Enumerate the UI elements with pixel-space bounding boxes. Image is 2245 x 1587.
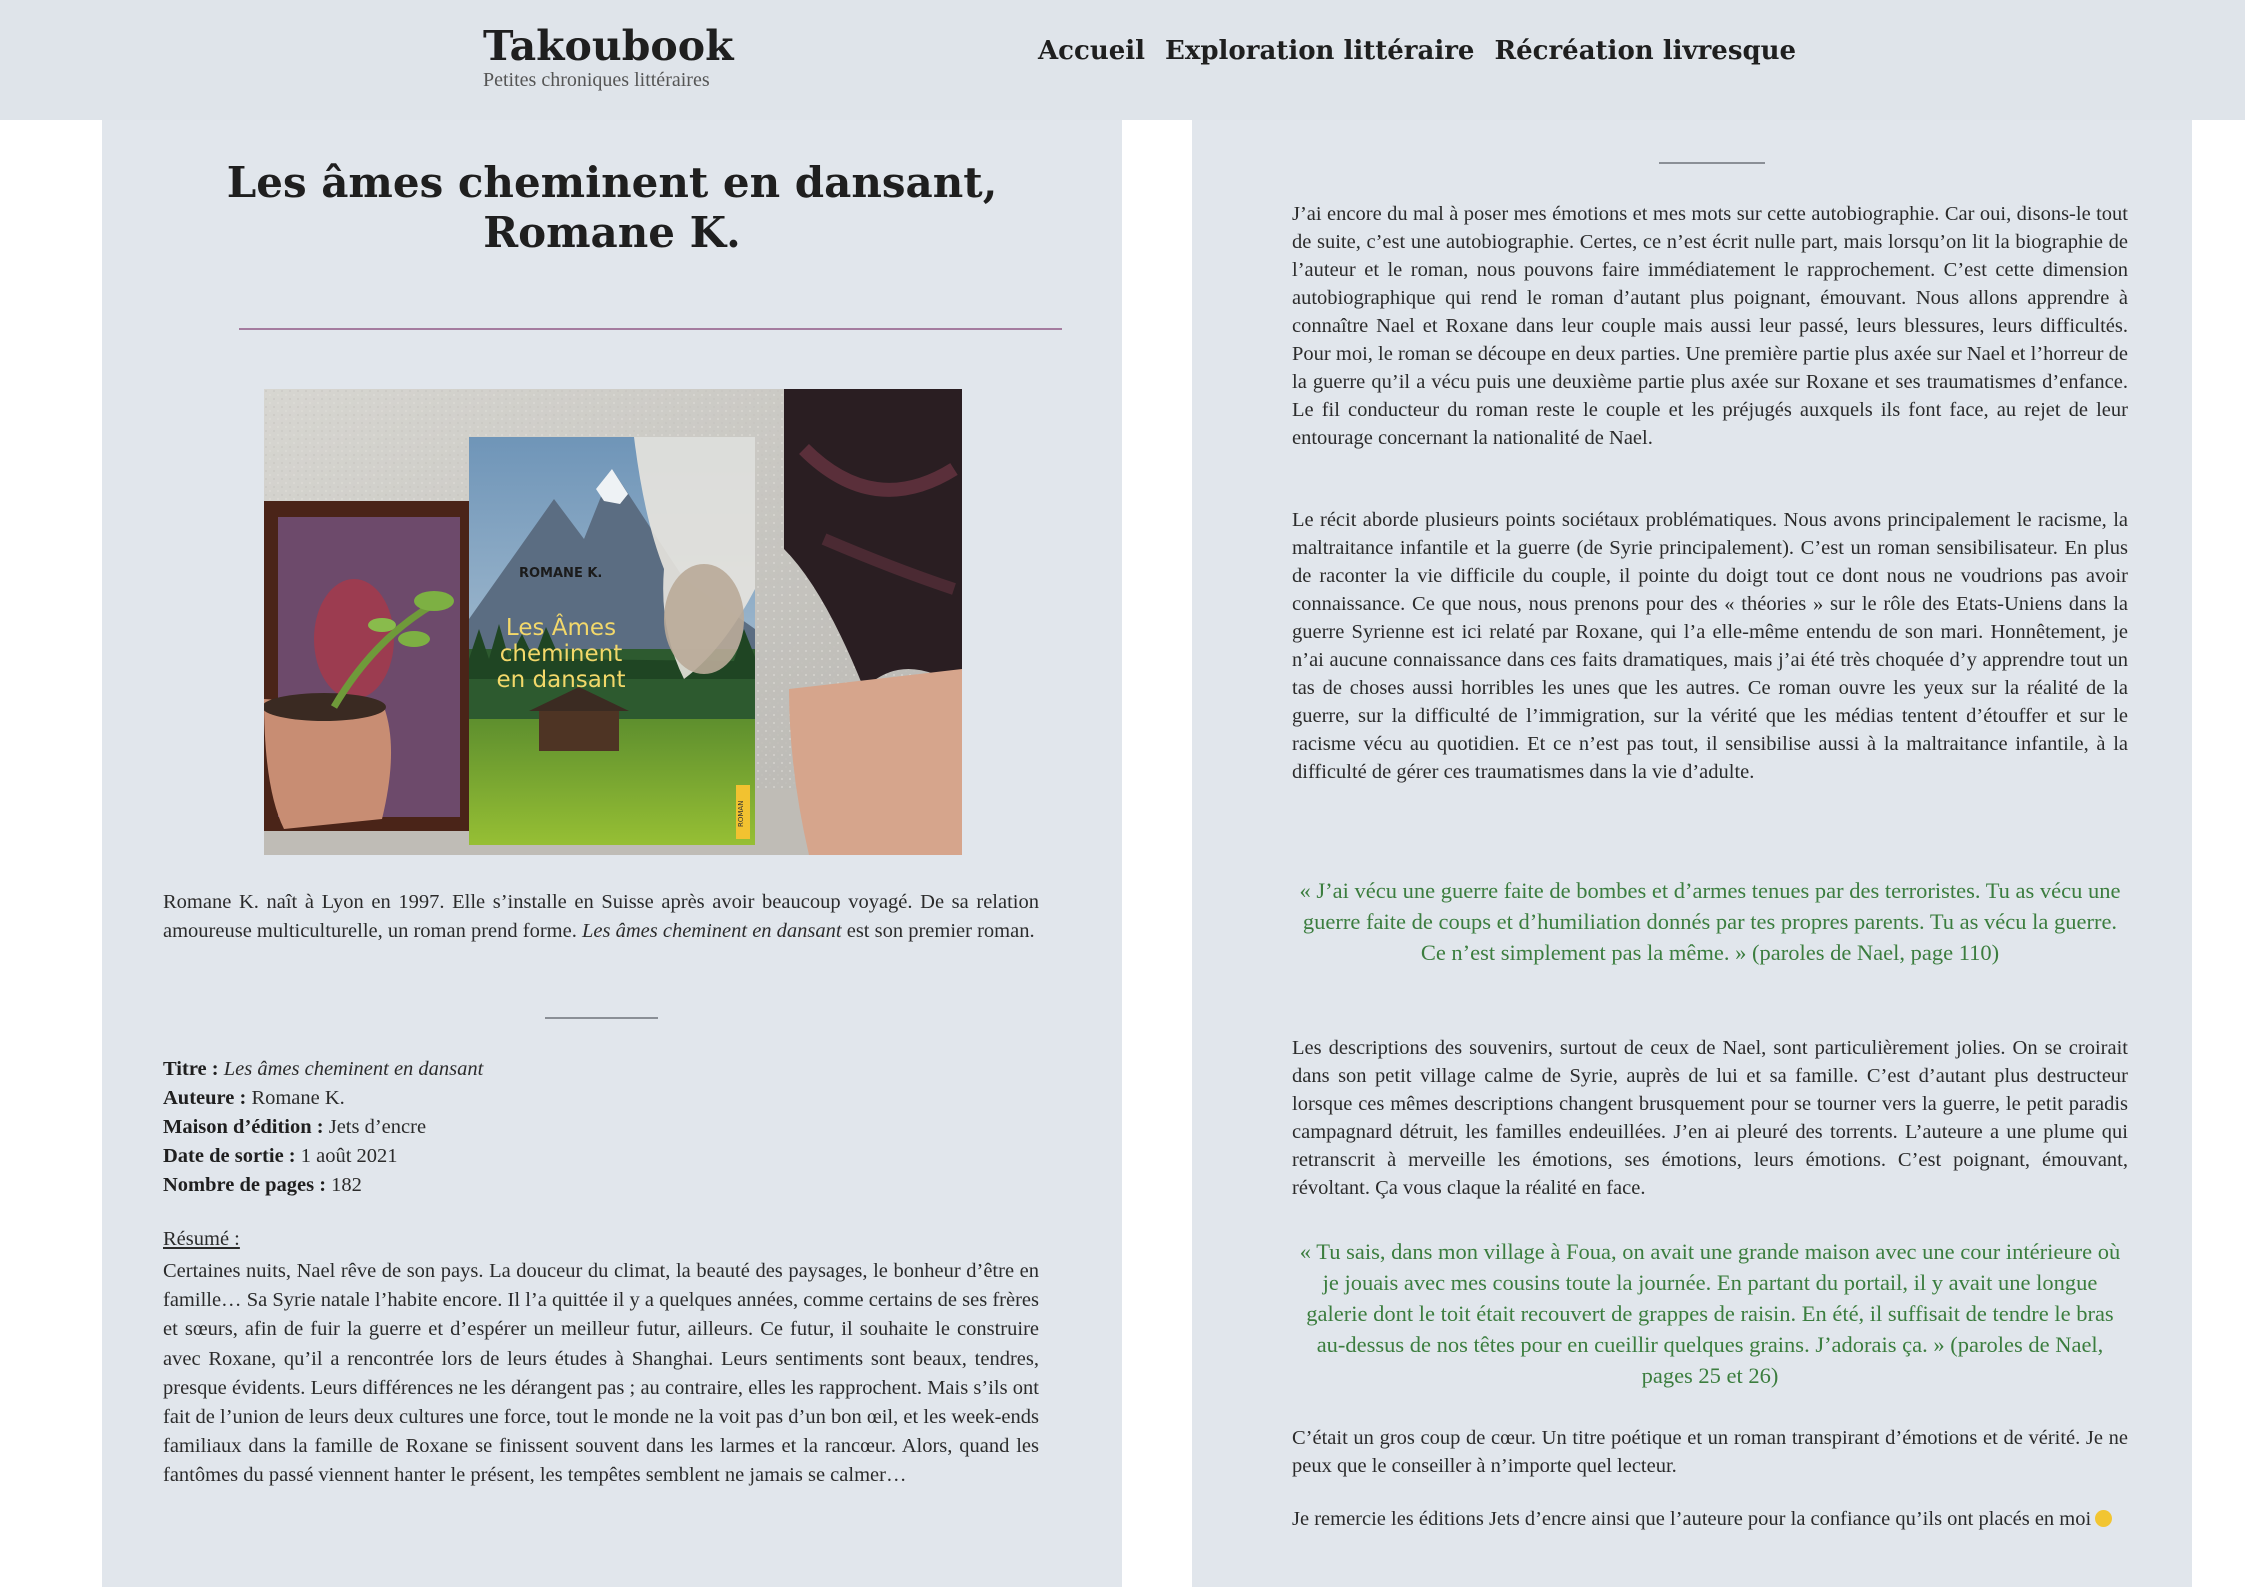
article-right-column bbox=[1192, 120, 2192, 1587]
site-subtitle: Petites chroniques littéraires bbox=[483, 69, 710, 92]
bio-text-end: est son premier roman. bbox=[841, 920, 1035, 942]
detail-row-release-date: Date de sortie : 1 août 2021 bbox=[163, 1145, 398, 1167]
site-brand[interactable] bbox=[483, 22, 733, 92]
review-paragraph-1: J’ai encore du mal à poser mes émotions et mes mots sur cette autobiographie. Car oui, disons-le tout de suite, c’est une autobiographie. Certes, ce n’est écrit nulle part, mais lorsqu’on lit la biographie de l’auteur et le roman, nous pouvons faire immédiatement le rapprochement. C’est cette dimension autobiographique qui rend le roman d’autant plus poignant, émouvant. Nous allons apprendre à connaître Nael et Roxane dans leur couple mais aussi leur passé, leurs blessures, leurs difficultés. Pour moi, le roman se découpe en deux parties. Une première partie plus axée sur Nael et l’horreur de la guerre qu’il a vécu puis une deuxième partie plus axée sur Roxane et ses traumatismes d’enfance. Le fil conducteur du roman reste le couple et les préjugés auxquels ils font face, au rejet de leur entourage concernant la nationalité de Nael. bbox=[1292, 203, 2128, 449]
article-left-column bbox=[102, 120, 1122, 1587]
book-details bbox=[163, 1055, 1039, 1200]
quote-1: « J’ai vécu une guerre faite de bombes et d’armes tenues par des terroristes. Tu as vécu une guerre faite de coups et d’humiliation donnés par tes propres parents. Tu as vécu la guerre. Ce n’est simplement pas la même. » (paroles de Nael, page 110) bbox=[1299, 878, 2121, 965]
main-nav bbox=[1038, 36, 1796, 66]
author-bio bbox=[163, 888, 1039, 946]
post-title-line2: Romane K. bbox=[483, 207, 741, 257]
nav-item-accueil[interactable]: Accueil bbox=[1038, 36, 1146, 66]
nav-item-recreation[interactable]: Récréation livresque bbox=[1494, 36, 1797, 66]
resume-heading: Résumé : bbox=[163, 1228, 240, 1250]
resume-text: Certaines nuits, Nael rêve de son pays. La douceur du climat, la beauté des paysages, le bonheur d’être en famille… Sa Syrie natale l’habite encore. Il l’a quittée il y a quelques années, comme certains de ses frères et sœurs, afin de fuir la guerre et d’espérer un meilleur futur, ailleurs. Ce futur, il souhaite le construire avec Roxane, qu’il a rencontrée lors de leurs études à Shanghai. Leurs sentiments sont beaux, tendres, presque évidents. Leurs différences ne les dérangent pas ; au contraire, elles les rapprochent. Mais s’ils ont fait de l’union de leurs deux cultures une force, tout le monde ne la voit pas d’un bon œil, et les week-ends familiaux dans la famille de Roxane se finissent souvent dans les larmes et la rancœur. Alors, quand les fantômes du passé viennent hanter le présent, les tempêtes semblent ne jamais se calmer… bbox=[163, 1260, 1039, 1487]
post-title bbox=[102, 158, 1122, 257]
review-paragraph-4: C’était un gros coup de cœur. Un titre poétique et un roman transpirant d’émotions et de vérité. Je ne peux que le conseiller à n’importe quel lecteur. bbox=[1292, 1427, 2128, 1477]
review-divider bbox=[1659, 162, 1765, 164]
smile-emoji-icon bbox=[2095, 1510, 2112, 1527]
cover-title-line3: en dansant bbox=[496, 667, 626, 693]
book-cover-photo[interactable] bbox=[264, 389, 962, 855]
title-divider bbox=[239, 328, 1062, 330]
site-header bbox=[0, 0, 2245, 120]
detail-row-publisher: Maison d’édition : Jets d’encre bbox=[163, 1116, 427, 1138]
bio-book-title: Les âmes cheminent en dansant bbox=[581, 920, 842, 942]
review-thanks-text: Je remercie les éditions Jets d’encre ainsi que l’auteure pour la confiance qu’ils ont placés en moi bbox=[1292, 1508, 2092, 1530]
bio-text-start: Romane K. naît à Lyon en 1997. Elle s’installe en Suisse après avoir beaucoup voyagé. De sa relation amoureuse multiculturelle, un roman prend forme. bbox=[163, 891, 1039, 942]
detail-row-title: Titre : Les âmes cheminent en dansant bbox=[163, 1058, 484, 1080]
cover-title-line1: Les Âmes bbox=[505, 615, 617, 641]
quote-2: « Tu sais, dans mon village à Foua, on avait une grande maison avec une cour intérieure où je jouais avec mes cousins toute la journée. En partant du portail, il y avait une longue galerie dont le toit était recouvert de grappes de raisin. En été, il suffisait de tendre le bras au-dessus de nos têtes pour en cueillir quelques grains. J’adorais ça. » (paroles de Nael, pages 25 et 26) bbox=[1299, 1239, 2121, 1388]
review-paragraph-5 bbox=[1292, 1505, 2128, 1533]
post-title-line1: Les âmes cheminent en dansant, bbox=[226, 158, 998, 207]
nav-item-exploration[interactable]: Exploration littéraire bbox=[1165, 36, 1475, 66]
section-divider bbox=[545, 1017, 658, 1019]
review-paragraph-2: Le récit aborde plusieurs points sociétaux problématiques. Nous avons principalement le racisme, la maltraitance infantile et la guerre (de Syrie principalement). C’est un roman sensibilisateur. En plus de raconter la vie difficile du couple, il pointe du doigt tout ce dont nous ne voudrions pas avoir connaissance. Ce que nous, nous prenons pour des « théories » sur le rôle des Etats-Uniens dans la guerre Syrienne est ici relaté par Roxane, qui l’a elle-même entendu de son mari. Honnêtement, je n’ai aucune connaissance dans ces faits dramatiques, mais j’ai été très choquée d’y apprendre tout un tas de choses aussi horribles les unes que les autres. Ce roman ouvre les yeux sur la réalité de la guerre, sur la difficulté de l’immigration, sur la vérité que les médias tentent d’étouffer et sur le racisme vécu au quotidien. Et ce n’est pas tout, il sensibilise aussi à la maltraitance infantile, à la difficulté de gérer ces traumatismes dans la vie d’adulte. bbox=[1292, 509, 2128, 783]
review-paragraph-3: Les descriptions des souvenirs, surtout de ceux de Nael, sont particulièrement jolies. On se croirait dans son petit village calme de Syrie, auprès de lui et sa famille. C’est d’autant plus destructeur lorsque ces mêmes descriptions changent brusquement pour se tourner vers la guerre, le petit paradis campagnard détruit, les familles endeuillées. J’en ai pleuré des torrents. L’auteure a une plume qui retranscrit à merveille les émotions, ses émotions, leurs émotions. C’est poignant, émouvant, révoltant. Ça vous claque la réalité en face. bbox=[1292, 1037, 2128, 1199]
cover-title-line2: cheminent bbox=[499, 641, 623, 667]
detail-row-page-count: Nombre de pages : 182 bbox=[163, 1174, 362, 1196]
detail-row-author: Auteure : Romane K. bbox=[163, 1087, 345, 1109]
cover-spine-label: ROMAN bbox=[737, 800, 745, 827]
cover-author: ROMANE K. bbox=[519, 566, 603, 581]
site-title[interactable]: Takoubook bbox=[483, 22, 734, 70]
